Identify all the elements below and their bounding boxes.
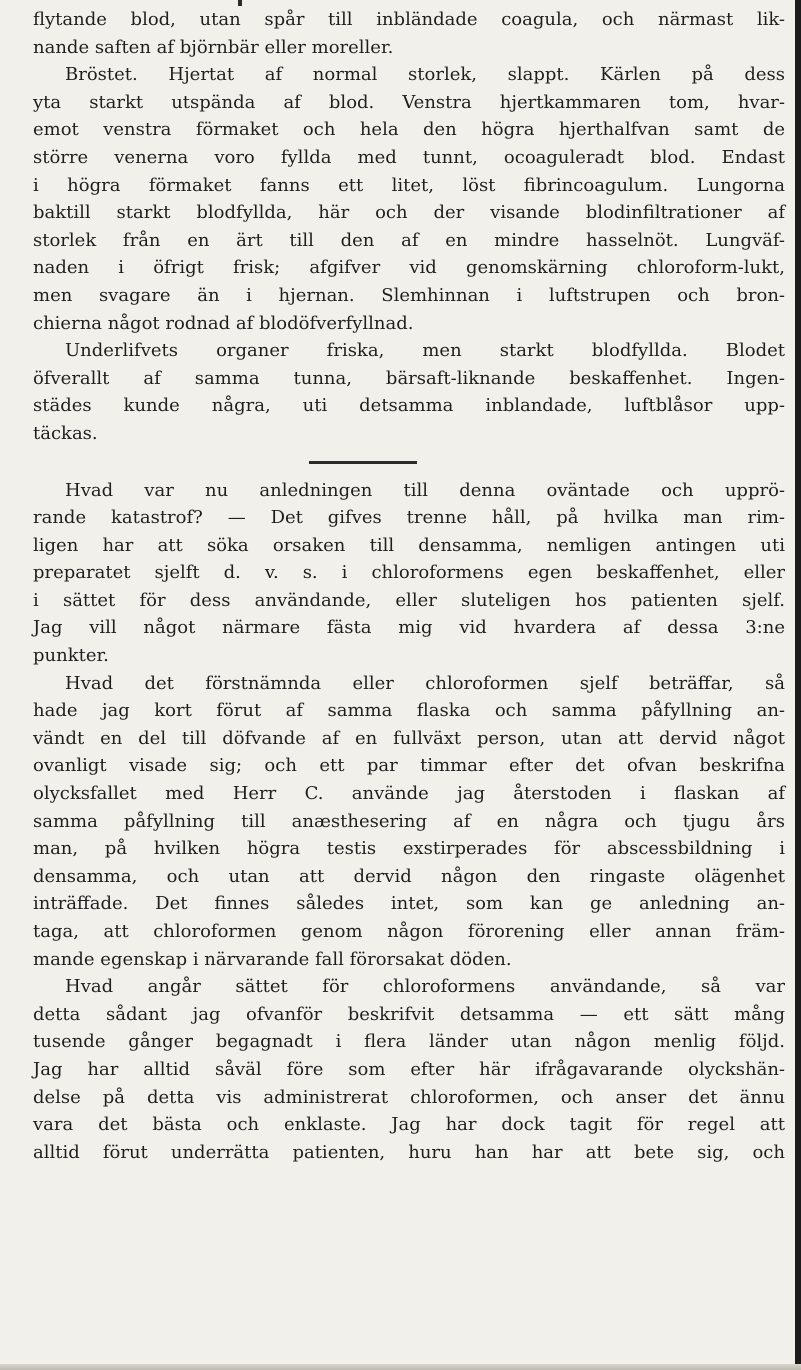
text-line: städes kunde några, uti detsamma inblandade, luftblåsor upp-	[33, 395, 785, 417]
text-line: i högra förmaket fanns ett litet, löst fibrincoagulum. Lungorna	[33, 174, 785, 196]
text-line: delse på detta vis administrerat chloroformen, och anser det ännu	[33, 1086, 785, 1108]
text-line: men svagare än i hjernan. Slemhinnan i luftstrupen och bron-	[33, 284, 785, 306]
text-line: yta starkt utspända af blod. Venstra hjertkammaren tom, hvar-	[33, 91, 785, 113]
section-divider	[309, 461, 417, 464]
body-text	[33, 6, 785, 1166]
text-line: tusende gånger begagnadt i flera länder utan någon menlig följd.	[33, 1031, 785, 1053]
text-line: Bröstet. Hjertat af normal storlek, slappt. Kärlen på dess	[65, 64, 785, 86]
text-line: täckas.	[33, 422, 98, 444]
text-line: Hvad var nu anledningen till denna oväntade och upprö-	[65, 479, 785, 501]
text-line: Jag har alltid såväl före som efter här ifrågavarande olyckshän-	[33, 1058, 785, 1080]
text-line: samma påfyllning till anæsthesering af en några och tjugu års	[33, 810, 785, 832]
text-line: nande saften af björnbär eller moreller.	[33, 36, 394, 58]
text-line: Hvad angår sättet för chloroformens användande, så var	[65, 976, 785, 998]
text-line: ligen har att söka orsaken till densamma, nemligen antingen uti	[33, 534, 785, 556]
text-line: Jag vill något närmare fästa mig vid hvardera af dessa 3:ne	[33, 617, 785, 639]
text-line: öfverallt af samma tunna, bärsaft-liknande beskaffenhet. Ingen-	[33, 367, 785, 389]
text-line: alltid förut underrätta patienten, huru han har att bete sig, och	[33, 1141, 785, 1163]
paragraph-blood	[33, 6, 785, 61]
text-line: storlek från en ärt till den af en mindre hasselnöt. Lungväf-	[33, 229, 785, 251]
text-line: olycksfallet med Herr C. använde jag återstoden i flaskan af	[33, 783, 785, 805]
text-line: baktill starkt blodfyllda, här och der visande blodinfiltrationer af	[33, 202, 785, 224]
page-bottom-edge	[0, 1364, 801, 1370]
text-line: preparatet sjelft d. v. s. i chloroformens egen beskaffenhet, eller	[33, 562, 785, 584]
text-line: Hvad det förstnämnda eller chloroformen sjelf beträffar, så	[65, 672, 785, 694]
page-edge-shadow	[795, 0, 801, 1370]
text-line: vändt en del till döfvande af en fullväxt person, utan att dervid något	[33, 727, 785, 749]
text-line: inträffade. Det finnes således intet, som kan ge anledning an-	[33, 893, 785, 915]
text-line: vara det bästa och enklaste. Jag har dock tagit för regel att	[33, 1114, 785, 1136]
text-line: punkter.	[33, 645, 109, 667]
text-line: taga, att chloroformen genom någon förorening eller annan främ-	[33, 921, 785, 942]
text-line: man, på hvilken högra testis exstirperades för abscessbildning i	[33, 838, 785, 860]
paragraph-cause	[33, 477, 785, 670]
text-line: densamma, och utan att dervid någon den ringaste olägenhet	[33, 865, 785, 887]
text-line: chierna något rodnad af blodöfverfyllnad.	[33, 312, 414, 334]
text-line: i sättet för dess användande, eller sluteligen hos patienten sjelf.	[33, 589, 785, 611]
text-line: flytande blod, utan spår till inbländade coagula, och närmast lik-	[33, 9, 785, 30]
text-line: hade jag kort förut af samma flaska och samma påfyllning an-	[33, 700, 785, 722]
text-line: Underlifvets organer friska, men starkt blodfyllda. Blodet	[65, 340, 785, 362]
paragraph-method	[33, 973, 785, 1166]
text-line: större venerna voro fyllda med tunnt, ocoaguleradt blod. Endast	[33, 146, 785, 168]
text-line: detta sådant jag ofvanför beskrifvit detsamma — ett sätt mång	[33, 1003, 785, 1025]
paragraph-thorax	[33, 61, 785, 337]
text-line: ovanligt visade sig; och ett par timmar efter det ofvan beskrifna	[33, 755, 785, 777]
paragraph-abdomen	[33, 337, 785, 447]
text-line: rande katastrof? — Det gifves trenne håll, på hvilka man rim-	[33, 507, 785, 529]
text-line: mande egenskap i närvarande fall förorsakat döden.	[33, 948, 512, 970]
paragraph-chloroform	[33, 670, 785, 974]
text-line: emot venstra förmaket och hela den högra hjerthalfvan samt de	[33, 119, 785, 141]
text-line: naden i öfrigt frisk; afgifver vid genomskärning chloroform-lukt,	[33, 257, 785, 279]
